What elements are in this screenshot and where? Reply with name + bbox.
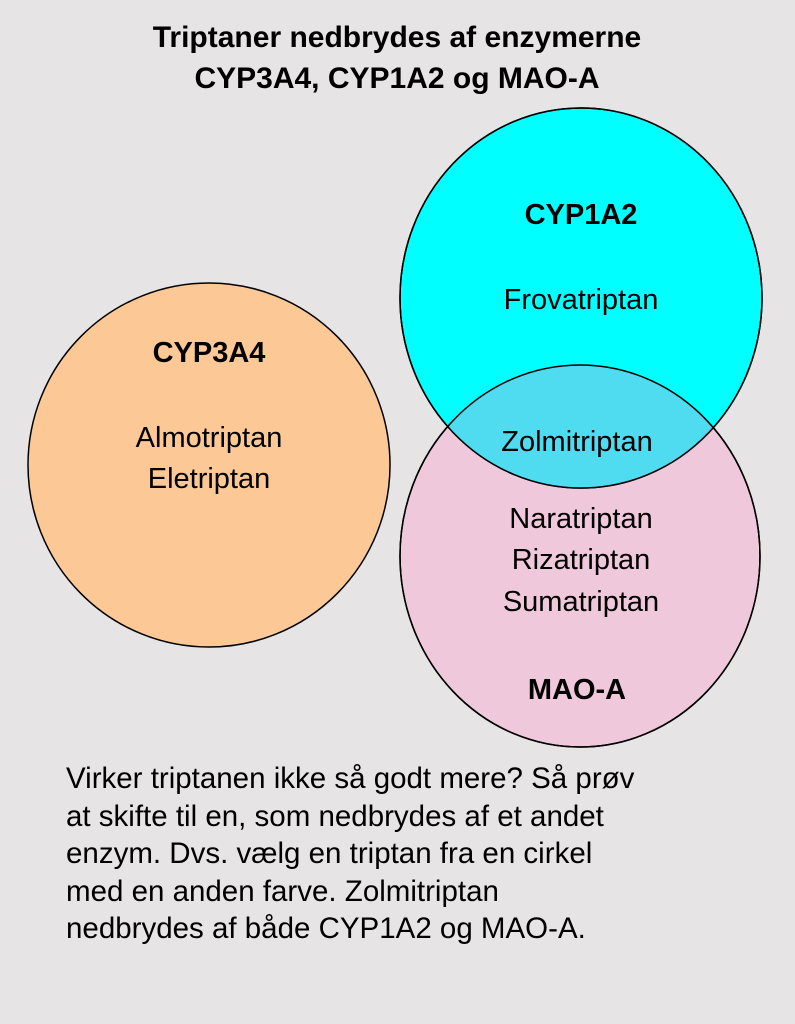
drug-sumatriptan: Sumatriptan — [502, 586, 660, 618]
drug-frovatriptan: Frovatriptan — [503, 284, 659, 316]
maoa-label: MAO-A — [527, 674, 627, 706]
note-line-4: med en anden farve. Zolmitriptan — [66, 874, 499, 908]
cyp3a4-label: CYP3A4 — [152, 337, 266, 369]
advice-note — [66, 760, 781, 948]
title-line-2: CYP3A4, CYP1A2 og MAO-A — [194, 62, 600, 95]
note-line-1: Virker triptanen ikke så godt mere? Så prøv — [66, 762, 635, 795]
note-line-5: nedbrydes af både CYP1A2 og MAO-A. — [66, 912, 586, 945]
drug-rizatriptan: Rizatriptan — [511, 544, 651, 576]
cyp1a2-label: CYP1A2 — [524, 199, 638, 231]
title-line-1: Triptaner nedbrydes af enzymerne — [152, 21, 642, 54]
drug-naratriptan: Naratriptan — [509, 503, 653, 535]
drug-eletriptan: Eletriptan — [147, 463, 271, 495]
drug-almotriptan: Almotriptan — [135, 422, 283, 454]
drug-zolmitriptan: Zolmitriptan — [501, 426, 653, 458]
note-line-2: at skifte til en, som nedbrydes af et andet — [66, 799, 604, 833]
note-line-3: enzym. Dvs. vælg en triptan fra en cirkel — [66, 837, 593, 870]
